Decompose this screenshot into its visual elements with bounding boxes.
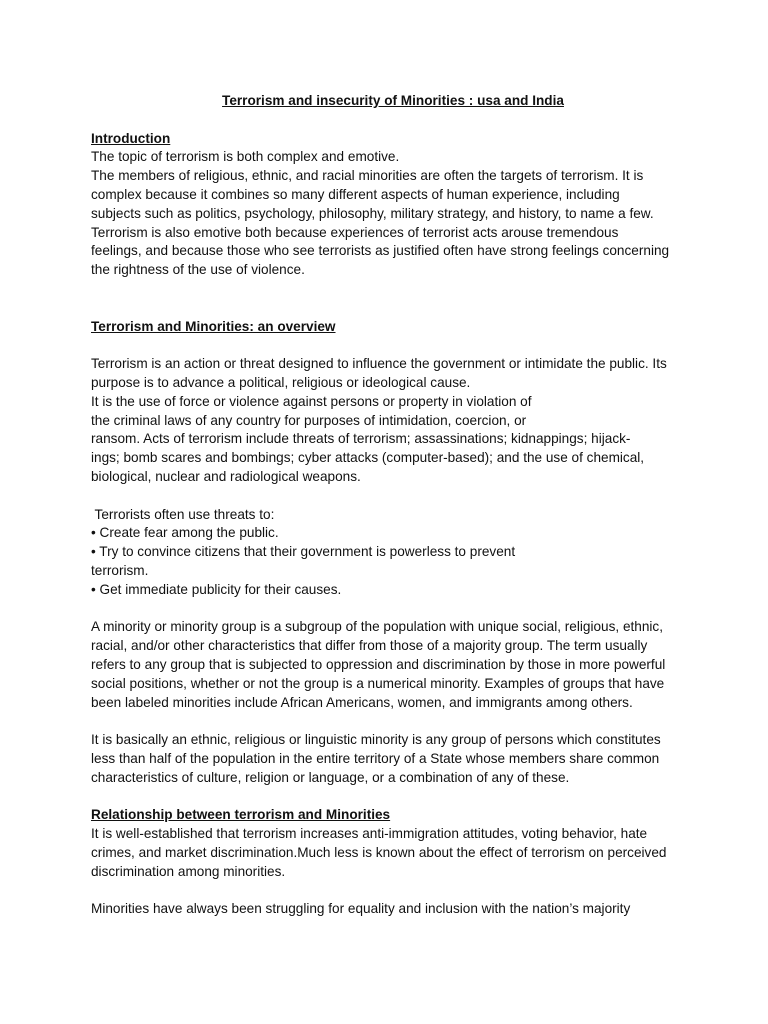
minority-line: social positions, whether or not the group is a numerical minority. Examples of groups that have	[91, 675, 665, 691]
document-body	[91, 92, 691, 919]
spacer	[91, 600, 691, 619]
definition-line: ings; bomb scares and bombings; cyber attacks (computer-based); and the use of chemical,	[91, 450, 645, 466]
definition-line: It is the use of force or violence against persons or property in violation of	[91, 393, 532, 409]
relationship-last-line: Minorities have always been struggling for equality and inclusion with the nation’s majority	[91, 901, 631, 917]
overview-heading: Terrorism and Minorities: an overview	[91, 318, 336, 334]
spacer	[91, 280, 691, 299]
introduction-line: The topic of terrorism is both complex and emotive.	[91, 149, 400, 165]
spacer	[91, 487, 691, 506]
relationship-line: crimes, and market discrimination.Much less is known about the effect of terrorism on perceived	[91, 844, 667, 860]
introduction-line: subjects such as politics, psychology, philosophy, military strategy, and history, to name a few.	[91, 205, 654, 221]
introduction-heading: Introduction	[91, 130, 171, 146]
minority-line: A minority or minority group is a subgroup of the population with unique social, religious, ethnic,	[91, 619, 664, 635]
relationship-heading: Relationship between terrorism and Minorities	[91, 807, 391, 823]
definition-line: the criminal laws of any country for purposes of intimidation, coercion, or	[91, 412, 527, 428]
minority-line: refers to any group that is subjected to oppression and discrimination by those in more powerful	[91, 656, 666, 672]
spacer	[91, 111, 691, 130]
introduction-line: Terrorism is also emotive both because experiences of terrorist acts arouse tremendous	[91, 224, 619, 240]
definition-line: ransom. Acts of terrorism include threats of terrorism; assassinations; kidnappings; hijack-	[91, 431, 631, 447]
introduction-line: complex because it combines so many different aspects of human experience, including	[91, 186, 620, 202]
definition-line: biological, nuclear and radiological weapons.	[91, 468, 361, 484]
relationship-line: discrimination among minorities.	[91, 863, 286, 879]
basic-line: less than half of the population in the entire territory of a State whose members share common	[91, 750, 660, 766]
basic-line: characteristics of culture, religion or language, or a combination of any of these.	[91, 769, 570, 785]
threats-line: Terrorists often use threats to:	[91, 506, 275, 522]
introduction-line: the rightness of the use of violence.	[91, 262, 305, 278]
spacer	[91, 787, 691, 806]
spacer	[91, 299, 691, 318]
basic-line: It is basically an ethnic, religious or linguistic minority is any group of persons which constitutes	[91, 732, 661, 748]
threats-list-item: • Create fear among the public.	[91, 525, 279, 541]
threats-list-item: terrorism.	[91, 562, 149, 578]
threats-list-item: • Try to convince citizens that their government is powerless to prevent	[91, 544, 516, 560]
document-title: Terrorism and insecurity of Minorities : usa and India	[222, 93, 564, 108]
definition-line: purpose is to advance a political, religious or ideological cause.	[91, 374, 471, 390]
minority-line: been labeled minorities include African Americans, women, and immigrants among others.	[91, 694, 633, 710]
spacer	[91, 712, 691, 731]
relationship-line: It is well-established that terrorism increases anti-immigration attitudes, voting behavior, hate	[91, 826, 648, 842]
spacer	[91, 881, 691, 900]
definition-line: Terrorism is an action or threat designed to influence the government or intimidate the public. Its	[91, 356, 667, 372]
threats-list-item: • Get immediate publicity for their causes.	[91, 581, 342, 597]
introduction-line: feelings, and because those who see terrorists as justified often have strong feelings concerning	[91, 243, 670, 259]
minority-line: racial, and/or other characteristics that differ from those of a majority group. The term usually	[91, 638, 648, 654]
spacer	[91, 336, 691, 355]
introduction-line: The members of religious, ethnic, and racial minorities are often the targets of terrorism. It is	[91, 168, 644, 184]
